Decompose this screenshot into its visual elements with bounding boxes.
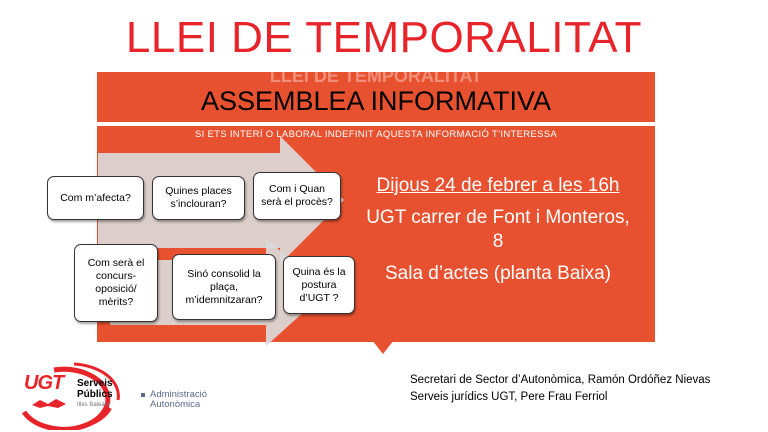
logo-line-1: Serveis <box>77 378 113 389</box>
credit-line-2: Serveis jurídics UGT, Pere Frau Ferriol <box>410 391 608 403</box>
admin-line-2: Autonòmica <box>150 399 201 410</box>
question-box-4: Com serà el concurs-oposició/ mèrits? <box>74 244 158 322</box>
band-subtitle: ASSEMBLEA INFORMATIVA <box>200 86 552 116</box>
event-date: Dijous 24 de febrer a les 16h <box>376 175 620 196</box>
question-box-2: Quines places s’inclouran? <box>152 176 245 220</box>
page-title: LLEI DE TEMPORALITAT <box>125 13 643 62</box>
logo-admin <box>150 390 207 410</box>
admin-bullet-icon <box>141 393 145 397</box>
logo-line-3: Illes Balears <box>77 402 110 408</box>
notice-text: SI ETS INTERÍ O LABORAL INDEFINIT AQUESTA INFORMACIÓ T’INTERESSA <box>195 129 557 140</box>
credits <box>410 372 710 406</box>
question-box-6: Quina és la postura d’UGT ? <box>283 256 355 314</box>
credit-line-1: Secretari de Sector d’Autonòmica, Ramón Ordóñez Nievas <box>410 374 711 386</box>
question-box-1: Com m’afecta? <box>47 176 144 220</box>
band-ghost-text: LLEI DE TEMPORALITAT <box>269 66 483 86</box>
event-place: UGT carrer de Font i Monteros, 8 <box>366 207 630 252</box>
question-box-3: Com i Quan serà el procès? <box>253 172 341 220</box>
logo-line-2: Públics <box>77 389 113 400</box>
ugt-logo-text: UGT <box>24 372 64 394</box>
event-room: Sala d’actes (planta Baixa) <box>384 263 611 284</box>
admin-line-1: Administració <box>150 389 208 400</box>
logo-org-name <box>77 378 113 411</box>
event-details <box>362 174 634 286</box>
handshake-icon <box>30 396 70 410</box>
question-box-5: Sinó consolid la plaça, m’idemnitzaran? <box>172 254 276 320</box>
